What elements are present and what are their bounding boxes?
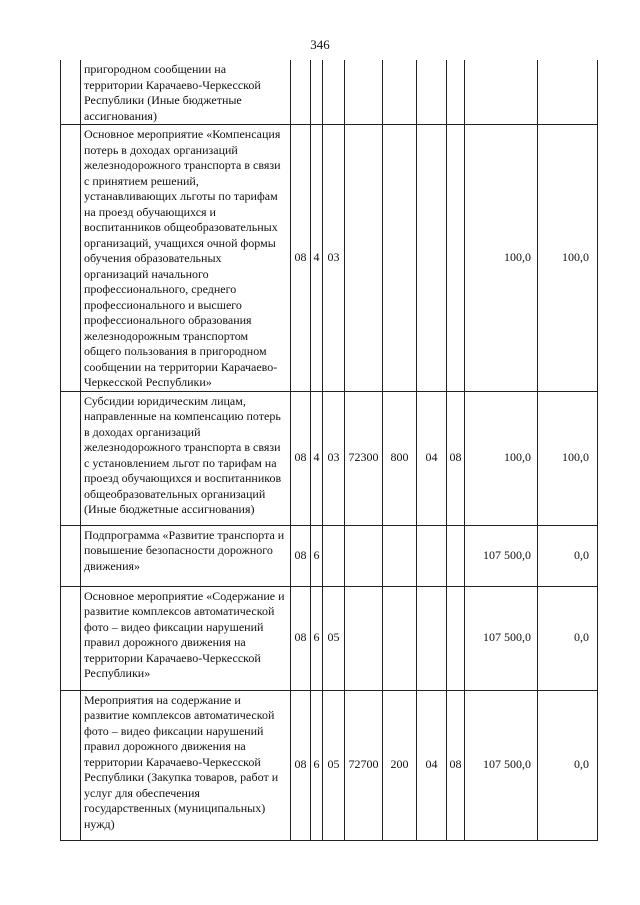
code-section: 08 — [291, 586, 311, 690]
code-subdivision: 08 — [447, 690, 465, 840]
amount-2: 0,0 — [538, 525, 598, 586]
code-event — [323, 60, 345, 125]
code-program: 6 — [311, 690, 323, 840]
code-expense-type — [383, 60, 417, 125]
code-division: 04 — [417, 391, 447, 525]
code-direction — [345, 525, 383, 586]
code-event: 03 — [323, 391, 345, 525]
table-row — [61, 125, 598, 392]
amount-1: 100,0 — [465, 391, 538, 525]
code-expense-type: 200 — [383, 690, 417, 840]
code-section: 08 — [291, 690, 311, 840]
code-division — [417, 586, 447, 690]
code-division — [417, 525, 447, 586]
code-expense-type — [383, 125, 417, 392]
code-event: 03 — [323, 125, 345, 392]
code-program: 4 — [311, 125, 323, 392]
budget-table — [60, 60, 598, 841]
code-section: 08 — [291, 525, 311, 586]
code-section — [291, 60, 311, 125]
code-program — [311, 60, 323, 125]
table-row — [61, 391, 598, 525]
amount-2: 0,0 — [538, 586, 598, 690]
amount-1: 107 500,0 — [465, 690, 538, 840]
code-subdivision — [447, 60, 465, 125]
amount-2 — [538, 60, 598, 125]
blank-cell — [61, 391, 81, 525]
table-row — [61, 60, 598, 125]
blank-cell — [61, 60, 81, 125]
code-event: 05 — [323, 690, 345, 840]
table-row — [61, 690, 598, 840]
code-subdivision: 08 — [447, 391, 465, 525]
row-name: Подпрограмма «Развитие транспорта и повышение безопасности дорожного движения» — [81, 525, 291, 586]
amount-1 — [465, 60, 538, 125]
amount-1: 107 500,0 — [465, 586, 538, 690]
amount-2: 100,0 — [538, 125, 598, 392]
code-direction — [345, 125, 383, 392]
code-direction: 72300 — [345, 391, 383, 525]
table-row — [61, 586, 598, 690]
code-event: 05 — [323, 586, 345, 690]
amount-2: 0,0 — [538, 690, 598, 840]
code-expense-type — [383, 586, 417, 690]
code-expense-type — [383, 525, 417, 586]
code-program: 6 — [311, 586, 323, 690]
row-name: Основное мероприятие «Компенсация потерь в доходах организаций железнодорожного транспорта в связи с принятием решений, устанавливающих льготы по тарифам на проезд обучающихся и воспитанников общеобразовательных организаций, учащихся очной формы обучения образовательных организаций начального профессионального, среднего профессионального и высшего профессионального образования железнодорожным транспортом общего пользования в пригородном сообщении на территории Карачаево-Черкесской Республики» — [81, 125, 291, 392]
code-direction — [345, 586, 383, 690]
code-subdivision — [447, 586, 465, 690]
blank-cell — [61, 586, 81, 690]
code-program: 6 — [311, 525, 323, 586]
blank-cell — [61, 690, 81, 840]
code-program: 4 — [311, 391, 323, 525]
code-direction: 72700 — [345, 690, 383, 840]
amount-2: 100,0 — [538, 391, 598, 525]
row-name: Мероприятия на содержание и развитие комплексов автоматической фото – видео фиксации нарушений правил дорожного движения на территории Карачаево-Черкесской Республики (Закупка товаров, работ и услуг для обеспечения государственных (муниципальных) нужд) — [81, 690, 291, 840]
blank-cell — [61, 525, 81, 586]
code-section: 08 — [291, 391, 311, 525]
row-name: пригородном сообщении на территории Карачаево-Черкесской Республики (Иные бюджетные ассигнования) — [81, 60, 291, 125]
code-subdivision — [447, 525, 465, 586]
code-event — [323, 525, 345, 586]
row-name: Основное мероприятие «Содержание и развитие комплексов автоматической фото – видео фиксации нарушений правил дорожного движения на территории Карачаево-Черкесской Республики» — [81, 586, 291, 690]
code-division — [417, 125, 447, 392]
amount-1: 107 500,0 — [465, 525, 538, 586]
amount-1: 100,0 — [465, 125, 538, 392]
code-division — [417, 60, 447, 125]
code-division: 04 — [417, 690, 447, 840]
code-subdivision — [447, 125, 465, 392]
blank-cell — [61, 125, 81, 392]
row-name: Субсидии юридическим лицам, направленные на компенсацию потерь в доходах организаций железнодорожного транспорта в связи с установлением льгот по тарифам на проезд обучающихся и воспитанников общеобразовательных организаций (Иные бюджетные ассигнования) — [81, 391, 291, 525]
code-section: 08 — [291, 125, 311, 392]
code-expense-type: 800 — [383, 391, 417, 525]
page-number: 346 — [310, 37, 330, 52]
code-direction — [345, 60, 383, 125]
table-row — [61, 525, 598, 586]
